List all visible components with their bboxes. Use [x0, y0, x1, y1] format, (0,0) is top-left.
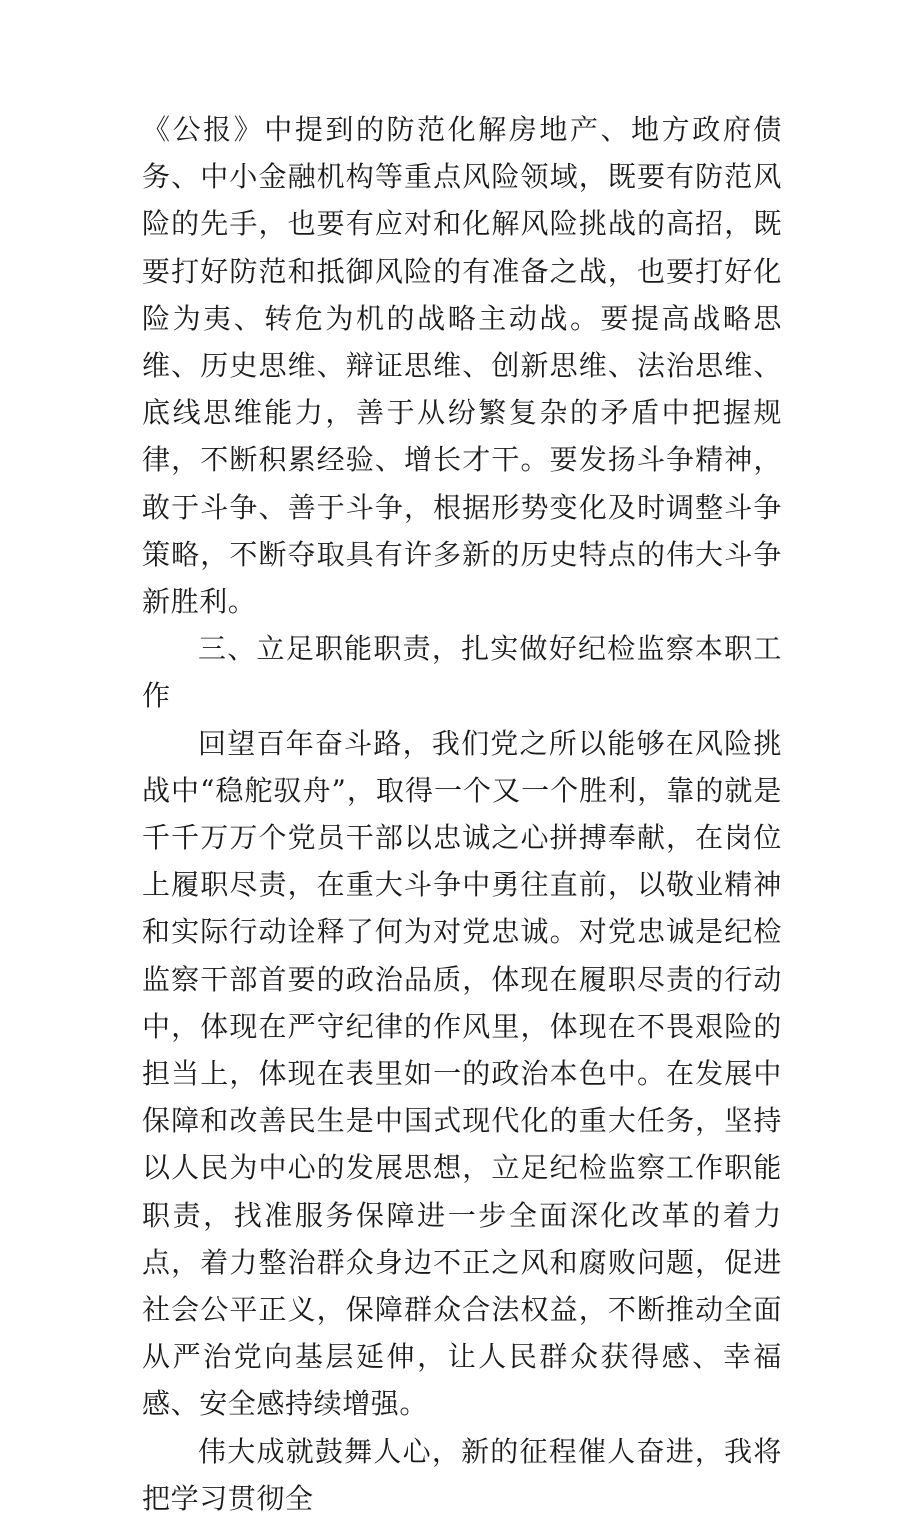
paragraph-continuation: 《公报》中提到的防范化解房地产、地方政府债务、中小金融机构等重点风险领域，既要有防范风险的先手，也要有应对和化解风险挑战的高招，既要打好防范和抵御风险的有准备之战，也要打好化险为夷、转危为机的战略主动战。要提高战略思维、历史思维、辩证思维、创新思维、法治思维、底线思维能力，善于从纷繁复杂的矛盾中把握规律，不断积累经验、增长才干。要发扬斗争精神，敢于斗争、善于斗争，根据形势变化及时调整斗争策略，不断夺取具有许多新的历史特点的伟大斗争新胜利。 [142, 113, 782, 619]
document-body [142, 106, 782, 1522]
section-heading: 三、立足职能职责，扎实做好纪检监察本职工作 [142, 632, 782, 713]
paragraph-body: 伟大成就鼓舞人心，新的征程催人奋进，我将把学习贯彻全 [142, 1434, 782, 1515]
paragraph-body: 回望百年奋斗路，我们党之所以能够在风险挑战中“稳舵驭舟”，取得一个又一个胜利，靠的就是千千万万个党员干部以忠诚之心拼搏奉献，在岗位上履职尽责，在重大斗争中勇往直前，以敬业精神和实际行动诠释了何为对党忠诚。对党忠诚是纪检监察干部首要的政治品质，体现在履职尽责的行动中，体现在严守纪律的作风里，体现在不畏艰险的担当上，体现在表里如一的政治本色中。在发展中保障和改善民生是中国式现代化的重大任务，坚持以人民为中心的发展思想，立足纪检监察工作职能职责，找准服务保障进一步全面深化改革的着力点，着力整治群众身边不正之风和腐败问题，促进社会公平正义，保障群众合法权益，不断推动全面从严治党向基层延伸，让人民群众获得感、幸福感、安全感持续增强。 [142, 726, 782, 1421]
